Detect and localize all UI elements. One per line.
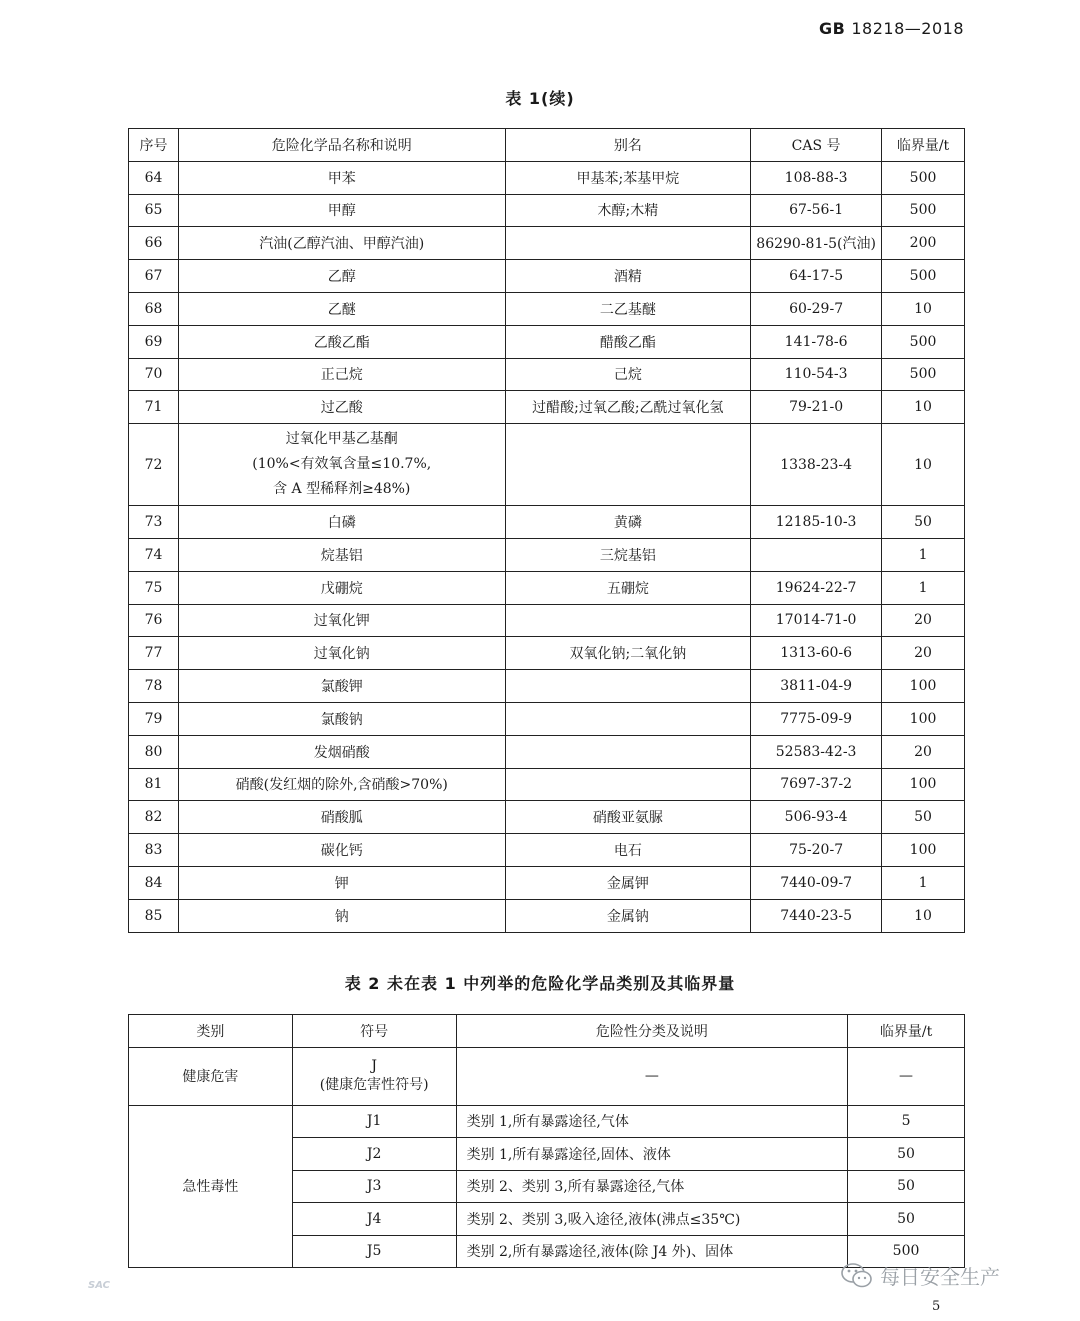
alias-cell	[505, 768, 751, 801]
seq-cell: 69	[129, 325, 179, 358]
alias-cell	[505, 670, 751, 703]
cas-cell: 141-78-6	[751, 325, 882, 358]
quantity-cell: 20	[882, 604, 965, 637]
table-row	[129, 670, 965, 703]
name-cell: 钾	[178, 866, 505, 899]
table-row	[129, 161, 965, 194]
name-cell: 甲醇	[178, 194, 505, 227]
table-row	[129, 260, 965, 293]
sac-logo: SAC	[88, 1280, 110, 1291]
quantity-cell: 1	[882, 571, 965, 604]
table-row	[129, 571, 965, 604]
seq-cell: 68	[129, 292, 179, 325]
standard-prefix: GB	[819, 19, 846, 38]
table-row	[129, 834, 965, 867]
header-cell: 临界量/t	[848, 1015, 965, 1048]
header-cell: 类别	[129, 1015, 293, 1048]
quantity-cell: 500	[882, 260, 965, 293]
name-line: (10%<有效氧含量≤10.7%,	[252, 456, 432, 473]
seq-cell: 73	[129, 506, 179, 539]
quantity-cell: 10	[882, 391, 965, 424]
table-row	[129, 1105, 965, 1138]
watermark	[840, 1261, 1000, 1290]
quantity-cell: 5	[848, 1105, 965, 1138]
seq-cell: 76	[129, 604, 179, 637]
seq-cell: 81	[129, 768, 179, 801]
quantity-cell: 500	[848, 1235, 965, 1268]
header-cell: 序号	[129, 129, 179, 162]
cas-cell: 17014-71-0	[751, 604, 882, 637]
cas-cell: 506-93-4	[751, 801, 882, 834]
table1-header-row	[129, 129, 965, 162]
seq-cell: 78	[129, 670, 179, 703]
header-cell: 符号	[292, 1015, 456, 1048]
alias-cell: 五硼烷	[505, 571, 751, 604]
name-cell: 氯酸钠	[178, 702, 505, 735]
name-cell: 过氧化钠	[178, 637, 505, 670]
quantity-cell: 200	[882, 227, 965, 260]
seq-cell: 82	[129, 801, 179, 834]
header-cell: 临界量/t	[882, 129, 965, 162]
name-line: 过氧化甲基乙基酮	[285, 431, 398, 448]
symbol-line: J	[371, 1058, 377, 1074]
table2-caption: 表 2 未在表 1 中列举的危险化学品类别及其临界量	[344, 974, 736, 993]
name-cell: 钠	[178, 899, 505, 932]
description-cell: 类别 2、类别 3,所有暴露途径,气体	[456, 1170, 848, 1203]
name-cell: 汽油(乙醇汽油、甲醇汽油)	[178, 227, 505, 260]
table-row	[129, 194, 965, 227]
cas-cell: 7440-09-7	[751, 866, 882, 899]
name-line: 含 A 型稀释剂≥48%)	[273, 481, 411, 498]
table-row	[129, 538, 965, 571]
alias-cell: 黄磷	[505, 506, 751, 539]
symbol-cell: J4	[292, 1203, 456, 1236]
seq-cell: 67	[129, 260, 179, 293]
quantity-cell: 500	[882, 358, 965, 391]
table-row	[129, 735, 965, 768]
seq-cell: 71	[129, 391, 179, 424]
description-cell: 类别 1,所有暴露途径,固体、液体	[456, 1138, 848, 1171]
table1-caption: 表 1(续)	[505, 89, 575, 108]
table2	[128, 1014, 965, 1268]
category-cell: 健康危害	[129, 1047, 293, 1105]
name-cell: 过乙酸	[178, 391, 505, 424]
name-cell: 戊硼烷	[178, 571, 505, 604]
alias-cell: 硝酸亚氨脲	[505, 801, 751, 834]
table-row	[129, 358, 965, 391]
page-number: 5	[932, 1299, 941, 1314]
quantity-cell: 50	[848, 1138, 965, 1171]
seq-cell: 74	[129, 538, 179, 571]
cas-cell: 79-21-0	[751, 391, 882, 424]
cas-cell: 12185-10-3	[751, 506, 882, 539]
alias-cell: 金属钾	[505, 866, 751, 899]
seq-cell: 84	[129, 866, 179, 899]
alias-cell	[505, 424, 751, 506]
watermark-text: 每日安全生产	[880, 1265, 1000, 1289]
table-row	[129, 391, 965, 424]
quantity-cell: 100	[882, 834, 965, 867]
alias-cell: 醋酸乙酯	[505, 325, 751, 358]
cas-cell: 110-54-3	[751, 358, 882, 391]
name-cell: 发烟硝酸	[178, 735, 505, 768]
description-cell: 类别 1,所有暴露途径,气体	[456, 1105, 848, 1138]
alias-cell: 甲基苯;苯基甲烷	[505, 161, 751, 194]
name-cell	[178, 424, 505, 506]
alias-cell: 二乙基醚	[505, 292, 751, 325]
symbol-cell: J3	[292, 1170, 456, 1203]
table-row	[129, 899, 965, 932]
cas-cell	[751, 538, 882, 571]
cas-cell: 52583-42-3	[751, 735, 882, 768]
alias-cell: 木醇;木精	[505, 194, 751, 227]
symbol-cell: J5	[292, 1235, 456, 1268]
symbol-cell: J2	[292, 1138, 456, 1171]
name-cell: 硝酸(发红烟的除外,含硝酸>70%)	[178, 768, 505, 801]
table1	[128, 128, 965, 933]
name-cell: 碳化钙	[178, 834, 505, 867]
name-cell: 氯酸钾	[178, 670, 505, 703]
name-cell: 甲苯	[178, 161, 505, 194]
name-cell: 过氧化钾	[178, 604, 505, 637]
table-row	[129, 702, 965, 735]
name-cell: 烷基铝	[178, 538, 505, 571]
seq-cell: 85	[129, 899, 179, 932]
cas-cell: 7440-23-5	[751, 899, 882, 932]
seq-cell: 70	[129, 358, 179, 391]
wechat-icon	[840, 1262, 874, 1290]
quantity-cell: 20	[882, 637, 965, 670]
alias-cell	[505, 227, 751, 260]
quantity-cell: 500	[882, 325, 965, 358]
description-cell: 类别 2、类别 3,吸入途径,液体(沸点≤35℃)	[456, 1203, 848, 1236]
seq-cell: 83	[129, 834, 179, 867]
table-row	[129, 1047, 965, 1105]
cas-cell: 7775-09-9	[751, 702, 882, 735]
cas-cell: 3811-04-9	[751, 670, 882, 703]
cas-cell: 1338-23-4	[751, 424, 882, 506]
seq-cell: 75	[129, 571, 179, 604]
seq-cell: 77	[129, 637, 179, 670]
symbol-cell	[292, 1047, 456, 1105]
seq-cell: 64	[129, 161, 179, 194]
symbol-cell: J1	[292, 1105, 456, 1138]
header-cell: CAS 号	[751, 129, 882, 162]
header-cell: 危险性分类及说明	[456, 1015, 848, 1048]
description-cell: —	[456, 1047, 848, 1105]
description-cell: 类别 2,所有暴露途径,液体(除 J4 外)、固体	[456, 1235, 848, 1268]
quantity-cell: 500	[882, 194, 965, 227]
seq-cell: 80	[129, 735, 179, 768]
table-row	[129, 506, 965, 539]
quantity-cell: 500	[882, 161, 965, 194]
table-row	[129, 227, 965, 260]
alias-cell: 过醋酸;过氧乙酸;乙酰过氧化氢	[505, 391, 751, 424]
table-row	[129, 637, 965, 670]
name-cell: 硝酸胍	[178, 801, 505, 834]
table-row	[129, 292, 965, 325]
name-cell: 乙醚	[178, 292, 505, 325]
quantity-cell: 10	[882, 292, 965, 325]
table-row	[129, 866, 965, 899]
quantity-cell: 50	[882, 801, 965, 834]
cas-cell: 7697-37-2	[751, 768, 882, 801]
name-cell: 乙酸乙酯	[178, 325, 505, 358]
cas-cell: 86290-81-5(汽油)	[751, 227, 882, 260]
seq-cell: 79	[129, 702, 179, 735]
quantity-cell: 100	[882, 702, 965, 735]
cas-cell: 108-88-3	[751, 161, 882, 194]
seq-cell: 72	[129, 424, 179, 506]
table2-header-row	[129, 1015, 965, 1048]
cas-cell: 19624-22-7	[751, 571, 882, 604]
alias-cell: 己烷	[505, 358, 751, 391]
table-row	[129, 424, 965, 506]
name-cell: 乙醇	[178, 260, 505, 293]
table-row	[129, 604, 965, 637]
header-cell: 别名	[505, 129, 751, 162]
seq-cell: 65	[129, 194, 179, 227]
category-cell: 急性毒性	[129, 1105, 293, 1268]
quantity-cell: 1	[882, 538, 965, 571]
quantity-cell: 10	[882, 424, 965, 506]
alias-cell: 双氧化钠;二氧化钠	[505, 637, 751, 670]
cas-cell: 60-29-7	[751, 292, 882, 325]
quantity-cell: 20	[882, 735, 965, 768]
alias-cell	[505, 604, 751, 637]
table-row	[129, 768, 965, 801]
quantity-cell: 50	[848, 1170, 965, 1203]
table-row	[129, 325, 965, 358]
seq-cell: 66	[129, 227, 179, 260]
table-row	[129, 801, 965, 834]
cas-cell: 75-20-7	[751, 834, 882, 867]
name-cell: 白磷	[178, 506, 505, 539]
quantity-cell: 50	[882, 506, 965, 539]
quantity-cell: 100	[882, 670, 965, 703]
cas-cell: 67-56-1	[751, 194, 882, 227]
quantity-cell: 10	[882, 899, 965, 932]
alias-cell: 金属钠	[505, 899, 751, 932]
name-cell: 正己烷	[178, 358, 505, 391]
cas-cell: 64-17-5	[751, 260, 882, 293]
cas-cell: 1313-60-6	[751, 637, 882, 670]
standard-number: 18218—2018	[851, 19, 964, 38]
quantity-cell: —	[848, 1047, 965, 1105]
quantity-cell: 1	[882, 866, 965, 899]
quantity-cell: 100	[882, 768, 965, 801]
alias-cell: 三烷基铝	[505, 538, 751, 571]
alias-cell	[505, 735, 751, 768]
alias-cell	[505, 702, 751, 735]
standard-code	[819, 19, 964, 38]
header-cell: 危险化学品名称和说明	[178, 129, 505, 162]
alias-cell: 酒精	[505, 260, 751, 293]
symbol-line: (健康危害性符号)	[319, 1077, 429, 1093]
alias-cell: 电石	[505, 834, 751, 867]
quantity-cell: 50	[848, 1203, 965, 1236]
